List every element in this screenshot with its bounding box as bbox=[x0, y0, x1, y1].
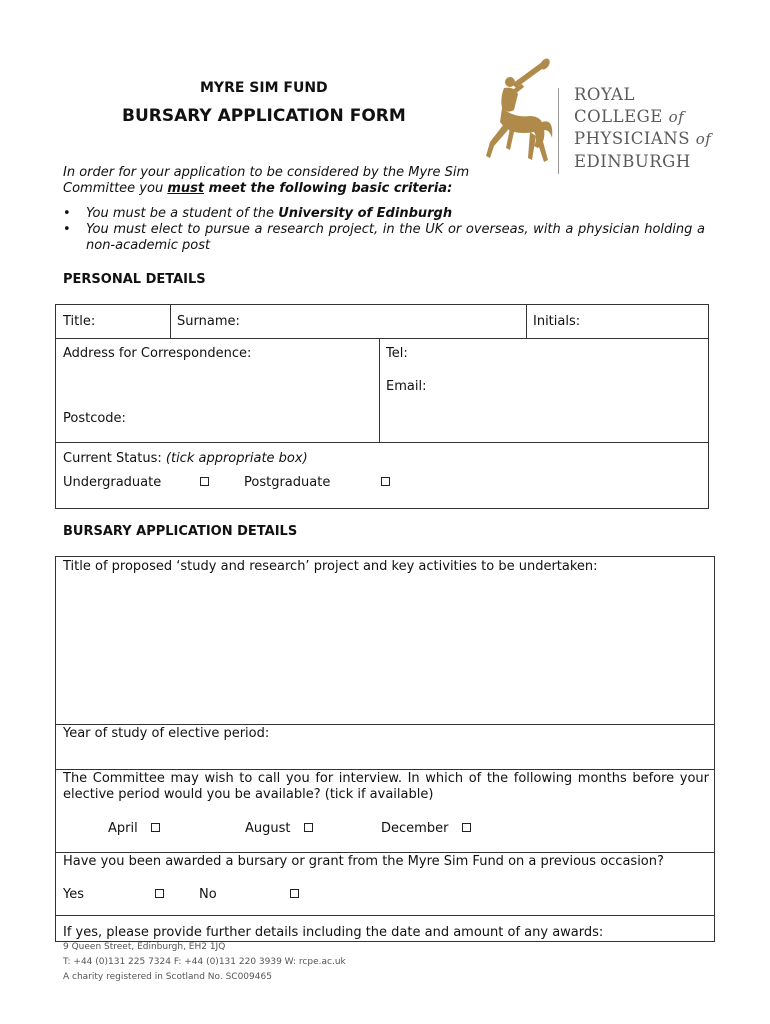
footer-contact: T: +44 (0)131 225 7324 F: +44 (0)131 220 3939 W: rcpe.ac.uk bbox=[63, 957, 346, 967]
title-field[interactable]: Title: bbox=[63, 314, 96, 329]
december-checkbox[interactable] bbox=[462, 821, 471, 836]
criteria-list bbox=[63, 206, 705, 254]
april-checkbox[interactable] bbox=[151, 821, 160, 836]
logo-wordmark bbox=[574, 84, 711, 172]
fund-name: MYRE SIM FUND bbox=[200, 80, 328, 96]
form-title: BURSARY APPLICATION FORM bbox=[122, 106, 406, 126]
centaur-trumpet-icon bbox=[484, 58, 556, 176]
project-title-field[interactable]: Title of proposed ‘study and research’ project and key activities to be undertaken: bbox=[63, 559, 598, 574]
postgraduate-label: Postgraduate bbox=[244, 475, 331, 490]
august-label: August bbox=[245, 821, 291, 836]
email-field[interactable]: Email: bbox=[386, 379, 427, 394]
award-details-field[interactable]: If yes, please provide further details including the date and amount of any awards: bbox=[63, 925, 604, 940]
yes-checkbox[interactable] bbox=[155, 887, 164, 902]
rcpe-logo bbox=[484, 58, 714, 178]
previous-award-question: Have you been awarded a bursary or grant from the Myre Sim Fund on a previous occasion? bbox=[63, 854, 664, 869]
yes-label: Yes bbox=[63, 887, 84, 902]
footer bbox=[63, 940, 346, 985]
undergraduate-label: Undergraduate bbox=[63, 475, 162, 490]
logo-line-of: of bbox=[668, 107, 685, 126]
criteria-item: • You must be a student of the University of Edinburgh bbox=[63, 206, 705, 222]
footer-charity: A charity registered in Scotland No. SC009465 bbox=[63, 972, 272, 982]
bursary-details-heading: BURSARY APPLICATION DETAILS bbox=[63, 524, 298, 539]
initials-field[interactable]: Initials: bbox=[533, 314, 581, 329]
personal-details-table bbox=[55, 304, 709, 509]
status-label: Current Status: (tick appropriate box) bbox=[63, 451, 308, 466]
surname-field[interactable]: Surname: bbox=[177, 314, 240, 329]
postcode-field[interactable]: Postcode: bbox=[63, 411, 126, 426]
december-label: December bbox=[381, 821, 449, 836]
criteria-item: • You must elect to pursue a research project, in the UK or overseas, with a physician holding a non-academic post bbox=[63, 222, 705, 254]
footer-address: 9 Queen Street, Edinburgh, EH2 1JQ bbox=[63, 942, 226, 952]
logo-line-edinburgh: EDINBURGH bbox=[574, 151, 691, 171]
logo-line-royal: ROYAL bbox=[574, 85, 635, 104]
intro-text: In order for your application to be considered by the Myre Sim Committee you must meet the following basic criteria: bbox=[63, 165, 470, 196]
undergraduate-checkbox[interactable] bbox=[200, 475, 209, 490]
address-field[interactable]: Address for Correspondence: bbox=[63, 346, 252, 361]
august-checkbox[interactable] bbox=[304, 821, 313, 836]
bursary-details-table bbox=[55, 556, 715, 942]
logo-line-physicians: PHYSICIANS bbox=[574, 129, 691, 148]
personal-details-heading: PERSONAL DETAILS bbox=[63, 272, 206, 287]
logo-line-college: COLLEGE bbox=[574, 106, 663, 126]
interview-question: The Committee may wish to call you for interview. In which of the following months before your elective period would you be available? (tick if available) bbox=[63, 771, 709, 802]
logo-line-of-2: of bbox=[695, 130, 712, 148]
no-checkbox[interactable] bbox=[290, 887, 299, 902]
april-label: April bbox=[108, 821, 138, 836]
tel-field[interactable]: Tel: bbox=[386, 346, 408, 361]
intro-must: must bbox=[167, 181, 205, 196]
year-of-study-field[interactable]: Year of study of elective period: bbox=[63, 726, 270, 741]
no-label: No bbox=[199, 887, 217, 902]
logo-divider bbox=[558, 88, 559, 174]
postgraduate-checkbox[interactable] bbox=[381, 475, 390, 490]
